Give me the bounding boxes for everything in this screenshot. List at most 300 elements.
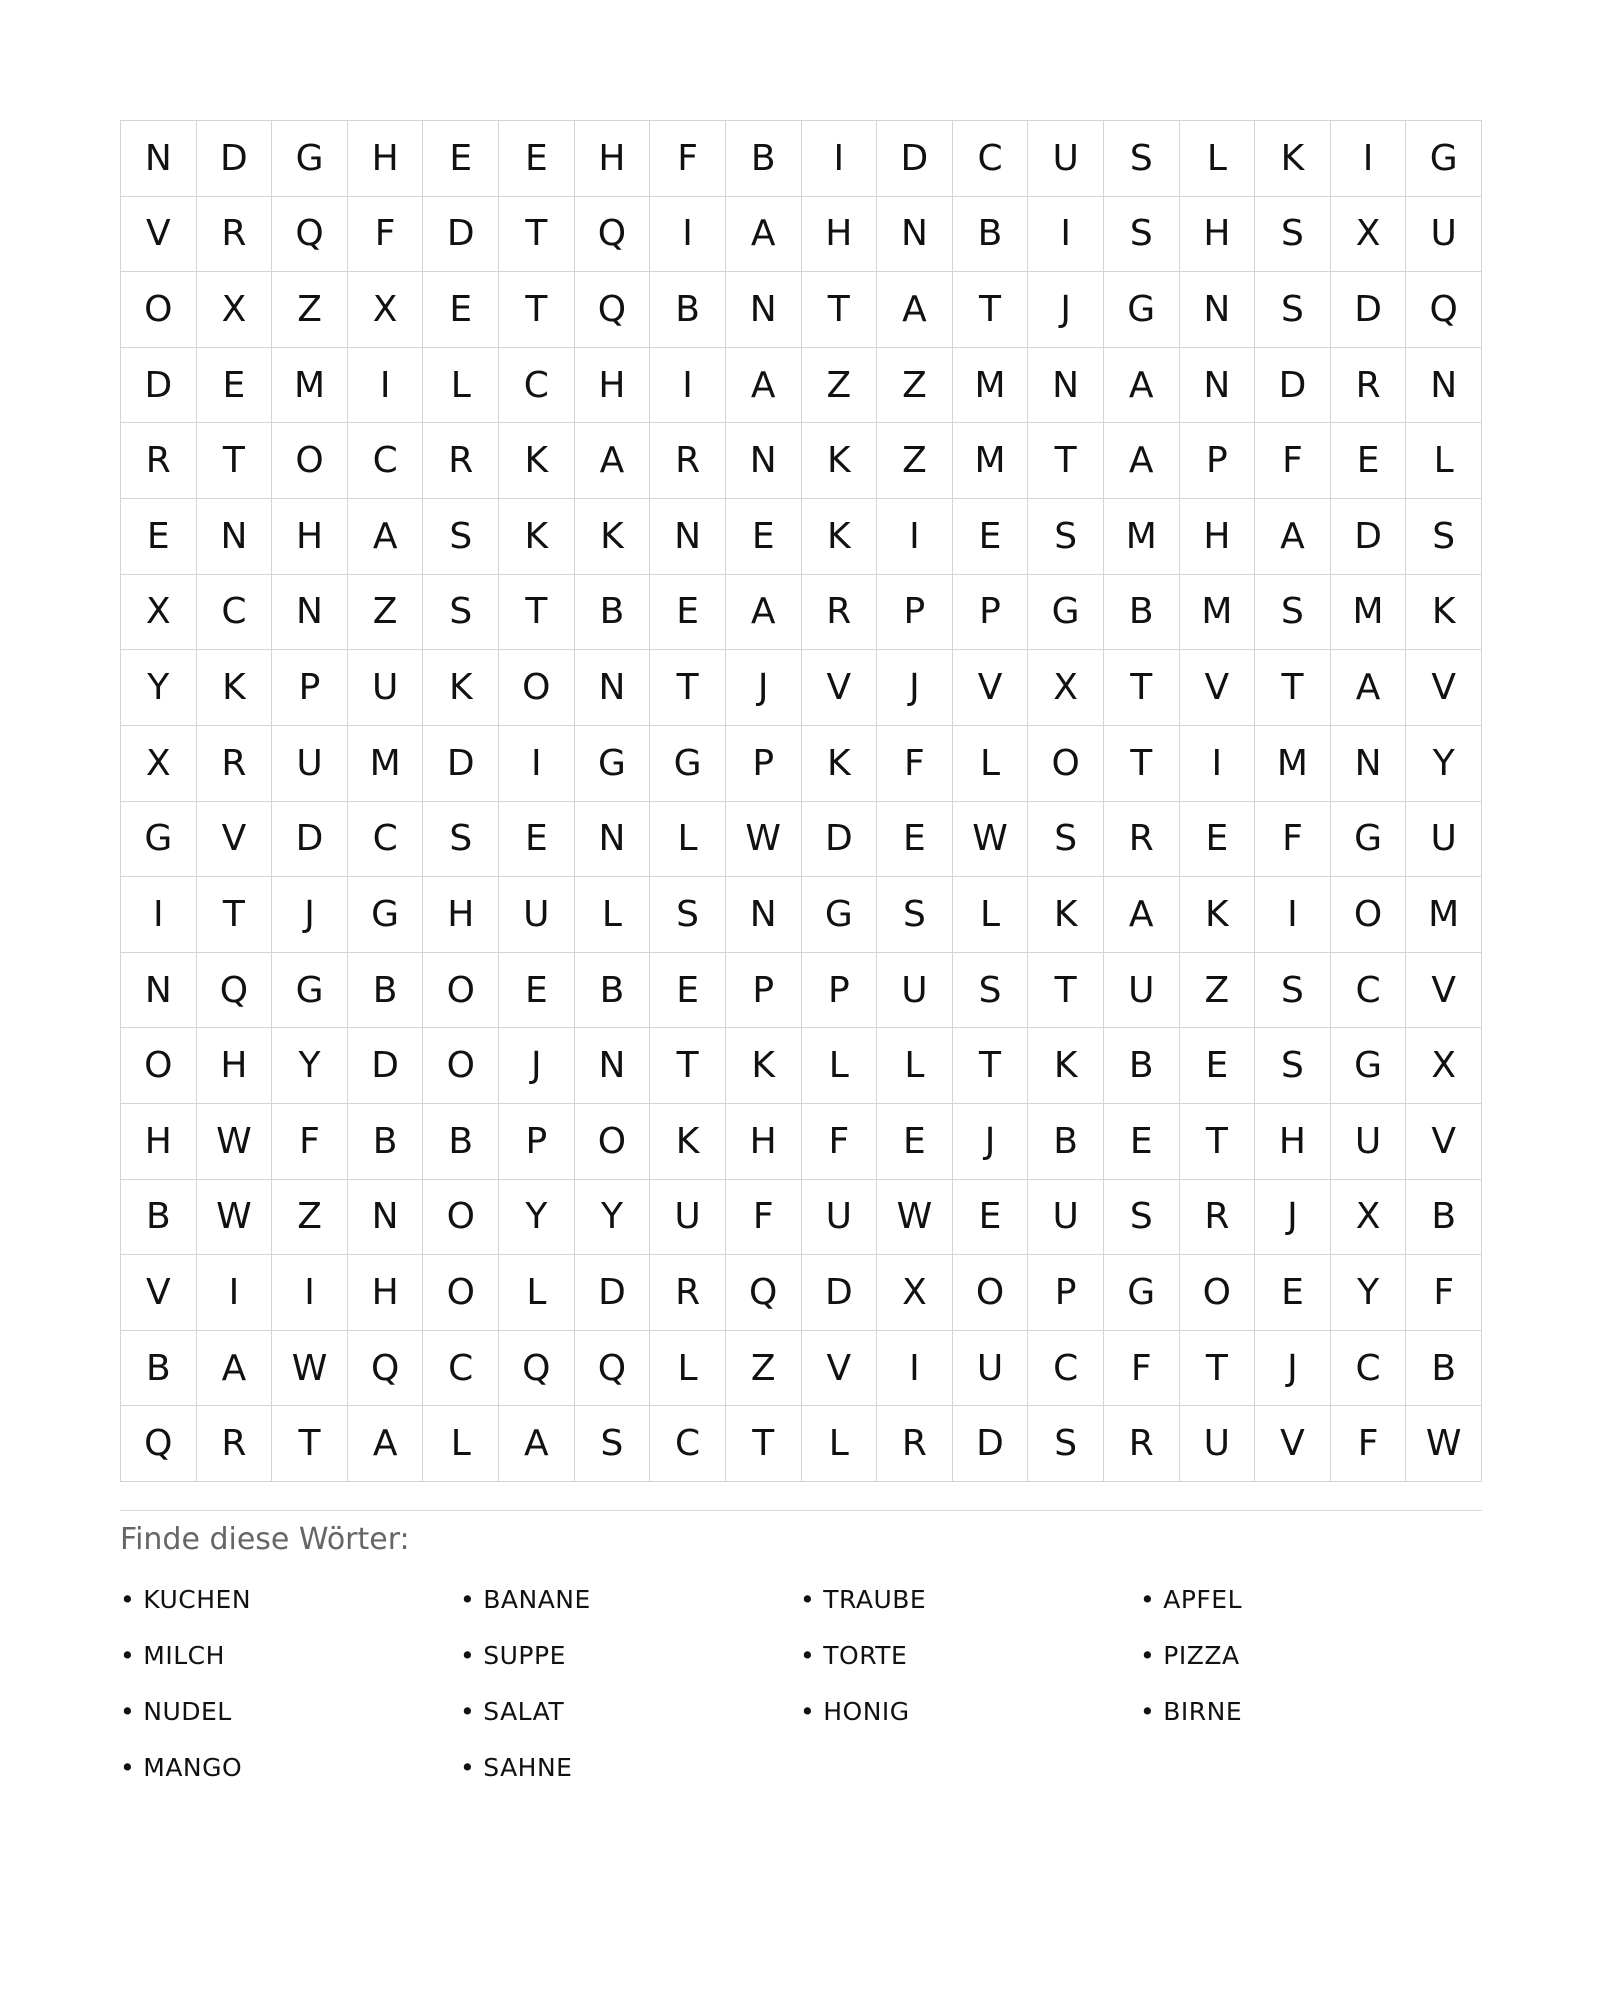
grid-cell[interactable]: E (1180, 1028, 1256, 1104)
grid-cell[interactable]: O (953, 1255, 1029, 1331)
grid-cell[interactable]: U (272, 726, 348, 802)
grid-cell[interactable]: L (953, 726, 1029, 802)
grid-cell[interactable]: Q (575, 272, 651, 348)
grid-cell[interactable]: R (1180, 1180, 1256, 1256)
grid-cell[interactable]: S (423, 802, 499, 878)
grid-cell[interactable]: H (197, 1028, 273, 1104)
grid-cell[interactable]: E (423, 121, 499, 197)
grid-cell[interactable]: T (197, 877, 273, 953)
grid-cell[interactable]: P (953, 575, 1029, 651)
grid-cell[interactable]: S (1255, 953, 1331, 1029)
grid-cell[interactable]: P (877, 575, 953, 651)
grid-cell[interactable]: U (1028, 1180, 1104, 1256)
grid-cell[interactable]: N (1180, 348, 1256, 424)
grid-cell[interactable]: N (121, 953, 197, 1029)
grid-cell[interactable]: K (499, 423, 575, 499)
grid-cell[interactable]: H (1180, 197, 1256, 273)
grid-cell[interactable]: S (1028, 802, 1104, 878)
grid-cell[interactable]: Z (272, 272, 348, 348)
grid-cell[interactable]: H (1255, 1104, 1331, 1180)
grid-cell[interactable]: T (1104, 726, 1180, 802)
grid-cell[interactable]: O (423, 1255, 499, 1331)
grid-cell[interactable]: K (575, 499, 651, 575)
grid-cell[interactable]: H (348, 121, 424, 197)
grid-cell[interactable]: P (1028, 1255, 1104, 1331)
grid-cell[interactable]: E (499, 121, 575, 197)
grid-cell[interactable]: D (953, 1406, 1029, 1482)
grid-cell[interactable]: J (499, 1028, 575, 1104)
grid-cell[interactable]: V (121, 197, 197, 273)
grid-cell[interactable]: O (499, 650, 575, 726)
grid-cell[interactable]: A (1104, 877, 1180, 953)
grid-cell[interactable]: Y (121, 650, 197, 726)
grid-cell[interactable]: M (1406, 877, 1482, 953)
grid-cell[interactable]: T (1028, 423, 1104, 499)
grid-cell[interactable]: D (802, 802, 878, 878)
grid-cell[interactable]: V (1406, 650, 1482, 726)
grid-cell[interactable]: S (423, 499, 499, 575)
grid-cell[interactable]: M (1180, 575, 1256, 651)
grid-cell[interactable]: L (423, 348, 499, 424)
grid-cell[interactable]: U (348, 650, 424, 726)
grid-cell[interactable]: C (1331, 953, 1407, 1029)
grid-cell[interactable]: I (877, 499, 953, 575)
grid-cell[interactable]: N (1180, 272, 1256, 348)
grid-cell[interactable]: Z (726, 1331, 802, 1407)
grid-cell[interactable]: C (1331, 1331, 1407, 1407)
grid-cell[interactable]: S (1104, 197, 1180, 273)
grid-cell[interactable]: O (423, 953, 499, 1029)
grid-cell[interactable]: C (499, 348, 575, 424)
grid-cell[interactable]: S (1104, 1180, 1180, 1256)
grid-cell[interactable]: Q (499, 1331, 575, 1407)
grid-cell[interactable]: D (877, 121, 953, 197)
grid-cell[interactable]: K (1180, 877, 1256, 953)
grid-cell[interactable]: R (650, 1255, 726, 1331)
grid-cell[interactable]: B (1104, 575, 1180, 651)
grid-cell[interactable]: T (953, 1028, 1029, 1104)
grid-cell[interactable]: Y (1331, 1255, 1407, 1331)
grid-cell[interactable]: V (197, 802, 273, 878)
grid-cell[interactable]: A (197, 1331, 273, 1407)
grid-cell[interactable]: U (1104, 953, 1180, 1029)
grid-cell[interactable]: Y (575, 1180, 651, 1256)
grid-cell[interactable]: P (726, 953, 802, 1029)
grid-cell[interactable]: C (953, 121, 1029, 197)
grid-cell[interactable]: E (499, 953, 575, 1029)
grid-cell[interactable]: A (499, 1406, 575, 1482)
grid-cell[interactable]: E (423, 272, 499, 348)
grid-cell[interactable]: Z (1180, 953, 1256, 1029)
grid-cell[interactable]: N (272, 575, 348, 651)
grid-cell[interactable]: D (1331, 272, 1407, 348)
grid-cell[interactable]: I (499, 726, 575, 802)
grid-cell[interactable]: Z (877, 423, 953, 499)
grid-cell[interactable]: T (953, 272, 1029, 348)
grid-cell[interactable]: G (1331, 802, 1407, 878)
grid-cell[interactable]: B (575, 575, 651, 651)
grid-cell[interactable]: R (802, 575, 878, 651)
grid-cell[interactable]: E (1180, 802, 1256, 878)
grid-cell[interactable]: K (802, 499, 878, 575)
grid-cell[interactable]: M (953, 423, 1029, 499)
grid-cell[interactable]: C (348, 802, 424, 878)
grid-cell[interactable]: D (1255, 348, 1331, 424)
grid-cell[interactable]: T (1180, 1331, 1256, 1407)
grid-cell[interactable]: E (1104, 1104, 1180, 1180)
grid-cell[interactable]: B (348, 953, 424, 1029)
grid-cell[interactable]: W (1406, 1406, 1482, 1482)
grid-cell[interactable]: Q (272, 197, 348, 273)
grid-cell[interactable]: R (197, 1406, 273, 1482)
grid-cell[interactable]: T (650, 650, 726, 726)
grid-cell[interactable]: L (802, 1406, 878, 1482)
grid-cell[interactable]: K (1406, 575, 1482, 651)
grid-cell[interactable]: I (348, 348, 424, 424)
grid-cell[interactable]: G (650, 726, 726, 802)
grid-cell[interactable]: E (197, 348, 273, 424)
grid-cell[interactable]: B (348, 1104, 424, 1180)
grid-cell[interactable]: X (348, 272, 424, 348)
grid-cell[interactable]: R (877, 1406, 953, 1482)
grid-cell[interactable]: X (1028, 650, 1104, 726)
grid-cell[interactable]: D (348, 1028, 424, 1104)
grid-cell[interactable]: N (726, 423, 802, 499)
grid-cell[interactable]: T (499, 575, 575, 651)
grid-cell[interactable]: E (953, 499, 1029, 575)
grid-cell[interactable]: M (272, 348, 348, 424)
grid-cell[interactable]: C (1028, 1331, 1104, 1407)
grid-cell[interactable]: U (1331, 1104, 1407, 1180)
grid-cell[interactable]: X (877, 1255, 953, 1331)
grid-cell[interactable]: K (197, 650, 273, 726)
grid-cell[interactable]: L (1406, 423, 1482, 499)
grid-cell[interactable]: V (121, 1255, 197, 1331)
grid-cell[interactable]: S (423, 575, 499, 651)
grid-cell[interactable]: B (1028, 1104, 1104, 1180)
grid-cell[interactable]: N (1406, 348, 1482, 424)
grid-cell[interactable]: N (575, 802, 651, 878)
grid-cell[interactable]: R (423, 423, 499, 499)
grid-cell[interactable]: O (1028, 726, 1104, 802)
grid-cell[interactable]: I (802, 121, 878, 197)
grid-cell[interactable]: B (1104, 1028, 1180, 1104)
grid-cell[interactable]: E (1331, 423, 1407, 499)
grid-cell[interactable]: R (1104, 802, 1180, 878)
grid-cell[interactable]: T (272, 1406, 348, 1482)
grid-cell[interactable]: P (726, 726, 802, 802)
grid-cell[interactable]: R (1331, 348, 1407, 424)
grid-cell[interactable]: K (650, 1104, 726, 1180)
grid-cell[interactable]: G (121, 802, 197, 878)
grid-cell[interactable]: V (1255, 1406, 1331, 1482)
grid-cell[interactable]: F (1104, 1331, 1180, 1407)
grid-cell[interactable]: A (1104, 423, 1180, 499)
grid-cell[interactable]: B (650, 272, 726, 348)
grid-cell[interactable]: B (1406, 1331, 1482, 1407)
grid-cell[interactable]: Y (499, 1180, 575, 1256)
grid-cell[interactable]: O (423, 1028, 499, 1104)
grid-cell[interactable]: G (1104, 1255, 1180, 1331)
grid-cell[interactable]: N (726, 272, 802, 348)
grid-cell[interactable]: F (1255, 802, 1331, 878)
grid-cell[interactable]: S (953, 953, 1029, 1029)
grid-cell[interactable]: A (726, 197, 802, 273)
grid-cell[interactable]: D (802, 1255, 878, 1331)
grid-cell[interactable]: G (1104, 272, 1180, 348)
grid-cell[interactable]: O (121, 272, 197, 348)
grid-cell[interactable]: A (877, 272, 953, 348)
grid-cell[interactable]: Q (348, 1331, 424, 1407)
grid-cell[interactable]: V (1180, 650, 1256, 726)
grid-cell[interactable]: H (575, 121, 651, 197)
grid-cell[interactable]: B (726, 121, 802, 197)
grid-cell[interactable]: D (1331, 499, 1407, 575)
grid-cell[interactable]: F (726, 1180, 802, 1256)
grid-cell[interactable]: U (1406, 802, 1482, 878)
grid-cell[interactable]: K (1028, 1028, 1104, 1104)
grid-cell[interactable]: D (197, 121, 273, 197)
grid-cell[interactable]: E (726, 499, 802, 575)
grid-cell[interactable]: R (650, 423, 726, 499)
grid-cell[interactable]: C (348, 423, 424, 499)
grid-cell[interactable]: B (121, 1180, 197, 1256)
grid-cell[interactable]: T (1028, 953, 1104, 1029)
grid-cell[interactable]: Q (121, 1406, 197, 1482)
grid-cell[interactable]: V (802, 650, 878, 726)
grid-cell[interactable]: A (1331, 650, 1407, 726)
grid-cell[interactable]: D (272, 802, 348, 878)
grid-cell[interactable]: V (953, 650, 1029, 726)
grid-cell[interactable]: T (650, 1028, 726, 1104)
grid-cell[interactable]: J (953, 1104, 1029, 1180)
grid-cell[interactable]: X (1331, 197, 1407, 273)
grid-cell[interactable]: T (802, 272, 878, 348)
grid-cell[interactable]: E (650, 575, 726, 651)
grid-cell[interactable]: U (1406, 197, 1482, 273)
grid-cell[interactable]: F (650, 121, 726, 197)
grid-cell[interactable]: M (348, 726, 424, 802)
grid-cell[interactable]: U (1028, 121, 1104, 197)
grid-cell[interactable]: J (1028, 272, 1104, 348)
grid-cell[interactable]: M (1331, 575, 1407, 651)
grid-cell[interactable]: G (802, 877, 878, 953)
grid-cell[interactable]: L (575, 877, 651, 953)
grid-cell[interactable]: S (877, 877, 953, 953)
grid-cell[interactable]: N (121, 121, 197, 197)
grid-cell[interactable]: W (877, 1180, 953, 1256)
grid-cell[interactable]: E (121, 499, 197, 575)
grid-cell[interactable]: P (802, 953, 878, 1029)
grid-cell[interactable]: B (121, 1331, 197, 1407)
grid-cell[interactable]: L (953, 877, 1029, 953)
grid-cell[interactable]: S (650, 877, 726, 953)
grid-cell[interactable]: H (802, 197, 878, 273)
grid-cell[interactable]: R (121, 423, 197, 499)
grid-cell[interactable]: K (1028, 877, 1104, 953)
grid-cell[interactable]: J (726, 650, 802, 726)
grid-cell[interactable]: B (423, 1104, 499, 1180)
grid-cell[interactable]: S (1255, 1028, 1331, 1104)
grid-cell[interactable]: L (802, 1028, 878, 1104)
grid-cell[interactable]: H (348, 1255, 424, 1331)
grid-cell[interactable]: C (650, 1406, 726, 1482)
grid-cell[interactable]: F (802, 1104, 878, 1180)
grid-cell[interactable]: N (575, 1028, 651, 1104)
grid-cell[interactable]: L (423, 1406, 499, 1482)
grid-cell[interactable]: N (877, 197, 953, 273)
grid-cell[interactable]: X (1406, 1028, 1482, 1104)
grid-cell[interactable]: G (1406, 121, 1482, 197)
grid-cell[interactable]: I (650, 197, 726, 273)
grid-cell[interactable]: U (953, 1331, 1029, 1407)
grid-cell[interactable]: M (1255, 726, 1331, 802)
grid-cell[interactable]: H (423, 877, 499, 953)
grid-cell[interactable]: W (272, 1331, 348, 1407)
grid-cell[interactable]: N (650, 499, 726, 575)
grid-cell[interactable]: E (499, 802, 575, 878)
grid-cell[interactable]: K (1255, 121, 1331, 197)
grid-cell[interactable]: H (1180, 499, 1256, 575)
grid-cell[interactable]: O (1331, 877, 1407, 953)
grid-cell[interactable]: S (1028, 499, 1104, 575)
grid-cell[interactable]: S (1255, 575, 1331, 651)
grid-cell[interactable]: K (802, 423, 878, 499)
grid-cell[interactable]: L (499, 1255, 575, 1331)
grid-cell[interactable]: T (499, 197, 575, 273)
grid-cell[interactable]: K (802, 726, 878, 802)
grid-cell[interactable]: I (121, 877, 197, 953)
grid-cell[interactable]: I (272, 1255, 348, 1331)
grid-cell[interactable]: I (197, 1255, 273, 1331)
grid-cell[interactable]: G (348, 877, 424, 953)
grid-cell[interactable]: O (423, 1180, 499, 1256)
grid-cell[interactable]: R (1104, 1406, 1180, 1482)
grid-cell[interactable]: Q (726, 1255, 802, 1331)
grid-cell[interactable]: T (197, 423, 273, 499)
grid-cell[interactable]: L (650, 802, 726, 878)
grid-cell[interactable]: U (802, 1180, 878, 1256)
grid-cell[interactable]: Q (575, 1331, 651, 1407)
grid-cell[interactable]: L (1180, 121, 1256, 197)
grid-cell[interactable]: N (1028, 348, 1104, 424)
grid-cell[interactable]: F (348, 197, 424, 273)
grid-cell[interactable]: F (272, 1104, 348, 1180)
grid-cell[interactable]: J (877, 650, 953, 726)
grid-cell[interactable]: N (1331, 726, 1407, 802)
grid-cell[interactable]: G (1028, 575, 1104, 651)
grid-cell[interactable]: V (1406, 1104, 1482, 1180)
grid-cell[interactable]: R (197, 726, 273, 802)
grid-cell[interactable]: T (726, 1406, 802, 1482)
grid-cell[interactable]: Z (348, 575, 424, 651)
grid-cell[interactable]: N (726, 877, 802, 953)
grid-cell[interactable]: M (1104, 499, 1180, 575)
grid-cell[interactable]: B (953, 197, 1029, 273)
grid-cell[interactable]: I (1331, 121, 1407, 197)
grid-cell[interactable]: V (1406, 953, 1482, 1029)
grid-cell[interactable]: P (1180, 423, 1256, 499)
grid-cell[interactable]: J (272, 877, 348, 953)
grid-cell[interactable]: H (575, 348, 651, 424)
grid-cell[interactable]: B (575, 953, 651, 1029)
grid-cell[interactable]: D (121, 348, 197, 424)
grid-cell[interactable]: Q (575, 197, 651, 273)
grid-cell[interactable]: I (877, 1331, 953, 1407)
grid-cell[interactable]: H (121, 1104, 197, 1180)
grid-cell[interactable]: S (1255, 272, 1331, 348)
grid-cell[interactable]: E (650, 953, 726, 1029)
grid-cell[interactable]: U (877, 953, 953, 1029)
grid-cell[interactable]: P (272, 650, 348, 726)
grid-cell[interactable]: R (197, 197, 273, 273)
grid-cell[interactable]: G (575, 726, 651, 802)
grid-cell[interactable]: J (1255, 1180, 1331, 1256)
grid-cell[interactable]: T (1180, 1104, 1256, 1180)
grid-cell[interactable]: W (953, 802, 1029, 878)
grid-cell[interactable]: I (650, 348, 726, 424)
grid-cell[interactable]: Z (802, 348, 878, 424)
grid-cell[interactable]: H (726, 1104, 802, 1180)
grid-cell[interactable]: E (1255, 1255, 1331, 1331)
grid-cell[interactable]: O (1180, 1255, 1256, 1331)
grid-cell[interactable]: W (726, 802, 802, 878)
grid-cell[interactable]: O (121, 1028, 197, 1104)
grid-cell[interactable]: N (197, 499, 273, 575)
grid-cell[interactable]: T (499, 272, 575, 348)
grid-cell[interactable]: B (1406, 1180, 1482, 1256)
grid-cell[interactable]: G (272, 953, 348, 1029)
grid-cell[interactable]: S (1406, 499, 1482, 575)
grid-cell[interactable]: I (1028, 197, 1104, 273)
grid-cell[interactable]: W (197, 1104, 273, 1180)
grid-cell[interactable]: X (1331, 1180, 1407, 1256)
grid-cell[interactable]: L (650, 1331, 726, 1407)
grid-cell[interactable]: O (272, 423, 348, 499)
grid-cell[interactable]: V (802, 1331, 878, 1407)
grid-cell[interactable]: E (877, 1104, 953, 1180)
grid-cell[interactable]: N (575, 650, 651, 726)
grid-cell[interactable]: E (877, 802, 953, 878)
grid-cell[interactable]: A (575, 423, 651, 499)
grid-cell[interactable]: H (272, 499, 348, 575)
grid-cell[interactable]: Q (1406, 272, 1482, 348)
grid-cell[interactable]: S (575, 1406, 651, 1482)
grid-cell[interactable]: U (650, 1180, 726, 1256)
grid-cell[interactable]: L (877, 1028, 953, 1104)
grid-cell[interactable]: A (348, 499, 424, 575)
grid-cell[interactable]: X (121, 575, 197, 651)
grid-cell[interactable]: Y (1406, 726, 1482, 802)
grid-cell[interactable]: G (272, 121, 348, 197)
grid-cell[interactable]: S (1028, 1406, 1104, 1482)
grid-cell[interactable]: F (1406, 1255, 1482, 1331)
grid-cell[interactable]: F (1255, 423, 1331, 499)
grid-cell[interactable]: F (1331, 1406, 1407, 1482)
grid-cell[interactable]: K (499, 499, 575, 575)
grid-cell[interactable]: D (423, 197, 499, 273)
grid-cell[interactable]: N (348, 1180, 424, 1256)
grid-cell[interactable]: C (423, 1331, 499, 1407)
grid-cell[interactable]: Z (272, 1180, 348, 1256)
grid-cell[interactable]: A (726, 575, 802, 651)
grid-cell[interactable]: E (953, 1180, 1029, 1256)
grid-cell[interactable]: S (1255, 197, 1331, 273)
grid-cell[interactable]: T (1104, 650, 1180, 726)
grid-cell[interactable]: Q (197, 953, 273, 1029)
grid-cell[interactable]: K (423, 650, 499, 726)
grid-cell[interactable]: U (1180, 1406, 1256, 1482)
